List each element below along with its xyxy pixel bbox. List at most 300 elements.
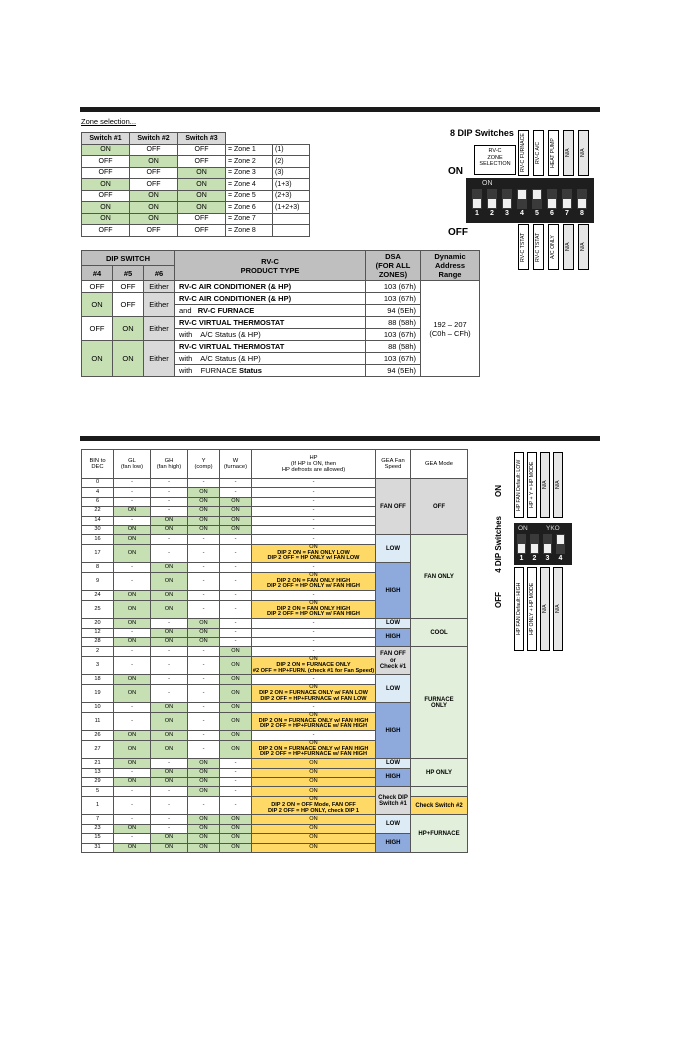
- hp-cell: [252, 591, 376, 600]
- hp-cell: [252, 703, 376, 712]
- hp-line: -: [312, 498, 315, 505]
- signal-w: -: [220, 768, 252, 777]
- bin-value: 24: [82, 591, 114, 600]
- signal-w: ON: [220, 703, 252, 712]
- dip-value: Either: [144, 281, 175, 293]
- zone-name: = Zone 7: [226, 213, 273, 225]
- bin-row: [82, 535, 468, 544]
- bin-value: 15: [82, 834, 114, 843]
- switch-label: HP FAN Default: LOW: [514, 452, 524, 518]
- bin-value: 22: [82, 507, 114, 516]
- zone-switch-cell: ON: [178, 179, 226, 191]
- signal-w: -: [220, 787, 252, 796]
- switch-number: 3: [545, 555, 550, 562]
- switch-label: HP FAN Default: HIGH: [514, 567, 524, 651]
- signal-w: -: [220, 535, 252, 544]
- four-dip-ok-marker: YKO: [546, 525, 560, 532]
- gea-mode: OFF: [411, 479, 468, 535]
- signal-y: -: [188, 731, 220, 740]
- signal-gh: -: [151, 479, 188, 488]
- signal-y: ON: [188, 497, 220, 506]
- switch-number: 1: [519, 555, 524, 562]
- four-dip-off-label: OFF: [494, 592, 503, 608]
- hp-line: #2 OFF = HP+FURN. (check #1 for Fan Speed): [252, 667, 375, 674]
- signal-y: -: [188, 535, 220, 544]
- switch-toggle: [557, 535, 564, 544]
- product-prefix: and: [179, 306, 198, 315]
- hp-cell: [252, 768, 376, 777]
- hp-line: -: [312, 731, 315, 738]
- fan-speed: LOW: [376, 759, 411, 768]
- zone-switch-cell: OFF: [82, 167, 130, 179]
- product-row: [82, 341, 480, 353]
- zone-selection-table: [81, 132, 310, 237]
- zone-switch-cell: ON: [82, 213, 130, 225]
- signal-y: ON: [188, 516, 220, 525]
- zone-name: = Zone 3: [226, 167, 273, 179]
- switch-toggle: [548, 199, 556, 208]
- hp-line: DIP 2 ON = FAN ONLY HIGH: [276, 605, 351, 612]
- signal-gl: -: [114, 787, 151, 796]
- gea-mode: FURNACE ONLY: [411, 647, 468, 759]
- hp-cell: [252, 628, 376, 637]
- hp-cell: [252, 488, 376, 497]
- switch-number: 6: [550, 210, 554, 217]
- switch-toggle: [578, 199, 586, 208]
- dip-5-header: #5: [113, 266, 144, 281]
- signal-y: ON: [188, 488, 220, 497]
- bin-value: 27: [82, 740, 114, 759]
- bin-row: [82, 479, 468, 488]
- middle-divider: [80, 436, 600, 441]
- signal-w: ON: [220, 675, 252, 684]
- signal-y: -: [188, 796, 220, 815]
- hp-line: -: [312, 675, 315, 682]
- signal-gl: -: [114, 479, 151, 488]
- bin-value: 31: [82, 843, 114, 852]
- hp-line: ON: [309, 825, 318, 832]
- zone-switch-cell: ON: [130, 156, 178, 168]
- dsa-value: 103 (67h): [366, 281, 421, 293]
- zone-name: = Zone 6: [226, 202, 273, 214]
- signal-w: -: [220, 572, 252, 591]
- switch-toggle: [544, 544, 551, 553]
- zone-name: = Zone 8: [226, 225, 273, 237]
- signal-gh: -: [151, 488, 188, 497]
- bin-value: 19: [82, 684, 114, 703]
- hp-cell: [252, 815, 376, 824]
- fan-speed: HIGH: [376, 703, 411, 759]
- bin-value: 5: [82, 787, 114, 796]
- fan-speed: HIGH: [376, 834, 411, 853]
- hp-cell: [252, 796, 376, 815]
- bin-value: 16: [82, 535, 114, 544]
- eight-dip-off-label: OFF: [448, 227, 468, 238]
- signal-gl: -: [114, 712, 151, 731]
- signal-gh: -: [151, 535, 188, 544]
- signal-w: ON: [220, 507, 252, 516]
- signal-y: -: [188, 647, 220, 656]
- zone-switch-cell: ON: [178, 190, 226, 202]
- fan-speed: LOW: [376, 815, 411, 834]
- signal-y: -: [188, 591, 220, 600]
- signal-y: ON: [188, 525, 220, 534]
- signal-gh: ON: [151, 600, 188, 619]
- bin-value: 8: [82, 563, 114, 572]
- switch-label: RV-C TSTAT: [518, 224, 529, 270]
- switch-key: [487, 189, 497, 209]
- signal-gl: ON: [114, 600, 151, 619]
- signal-gh: ON: [151, 572, 188, 591]
- dip-4-header: #4: [82, 266, 113, 281]
- signal-gl: ON: [114, 525, 151, 534]
- switch-number: 1: [475, 210, 479, 217]
- product-name: Status: [239, 366, 262, 375]
- zone-name: = Zone 4: [226, 179, 273, 191]
- product-type: [175, 305, 366, 317]
- signal-gl: -: [114, 815, 151, 824]
- signal-w: -: [220, 619, 252, 628]
- product-type-table: [81, 250, 480, 377]
- hp-line: ON: [309, 834, 318, 841]
- zone-selection-label: RV-C ZONE SELECTION: [474, 145, 516, 175]
- fan-speed: LOW: [376, 619, 411, 628]
- fan-speed: Check DIP Switch #1: [376, 787, 411, 815]
- signal-gl: ON: [114, 778, 151, 787]
- dip-value: OFF: [113, 293, 144, 317]
- bin-row: [82, 647, 468, 656]
- bin-row: [82, 563, 468, 572]
- dip-switch-header: DIP SWITCH: [82, 251, 175, 266]
- signal-y: ON: [188, 815, 220, 824]
- fan-speed: LOW: [376, 535, 411, 563]
- switch-key: [547, 189, 557, 209]
- hp-cell: [252, 619, 376, 628]
- hp-line: -: [312, 563, 315, 570]
- product-prefix: with A/C Status (& HP): [179, 354, 261, 363]
- signal-gh: -: [151, 675, 188, 684]
- signal-gh: -: [151, 647, 188, 656]
- fan-speed: HIGH: [376, 768, 411, 787]
- gea-mode-header: GEA Mode: [411, 450, 468, 479]
- bin-value: 25: [82, 600, 114, 619]
- signal-gh: ON: [151, 712, 188, 731]
- zone-note: (1+2+3): [273, 202, 310, 214]
- signal-y: -: [188, 563, 220, 572]
- zone-row: [82, 167, 310, 179]
- signal-w: ON: [220, 815, 252, 824]
- fan-speed: HIGH: [376, 628, 411, 647]
- switch-label: N/A: [578, 130, 589, 176]
- zone-row: [82, 144, 310, 156]
- signal-gl: ON: [114, 675, 151, 684]
- zone-row: [82, 156, 310, 168]
- gea-mode: COOL: [411, 619, 468, 647]
- zone-switch-cell: ON: [82, 144, 130, 156]
- signal-w: ON: [220, 525, 252, 534]
- signal-y: -: [188, 703, 220, 712]
- hp-line: DIP 2 OFF = HP+FURNACE w/ FAN HIGH: [259, 751, 368, 758]
- fan-speed-header: GEA Fan Speed: [376, 450, 411, 479]
- hp-cell: [252, 544, 376, 563]
- bin-value: 28: [82, 638, 114, 647]
- thermostat-bin-table: [81, 449, 468, 853]
- signal-w: ON: [220, 516, 252, 525]
- bin-row: [82, 759, 468, 768]
- product-type: [175, 281, 366, 293]
- switch-toggle: [531, 544, 538, 553]
- zone-switch-cell: ON: [130, 213, 178, 225]
- zone-switch-cell: OFF: [178, 144, 226, 156]
- dip-value: ON: [113, 317, 144, 341]
- address-range: 192 – 207 (C0h – CFh): [421, 281, 480, 377]
- four-dip-title: 4 DIP Switches: [494, 516, 503, 573]
- switch-label: A/C ONLY: [548, 224, 559, 270]
- hp-line: ON: [309, 843, 318, 850]
- signal-y: -: [188, 684, 220, 703]
- switch-key: [556, 534, 565, 554]
- gea-mode: HP+FURNACE: [411, 815, 468, 853]
- hp-cell: [252, 572, 376, 591]
- switch-number: 2: [532, 555, 537, 562]
- signal-w: -: [220, 591, 252, 600]
- signal-gl: -: [114, 572, 151, 591]
- bin-value: 0: [82, 479, 114, 488]
- signal-gl: -: [114, 768, 151, 777]
- signal-gh: -: [151, 824, 188, 833]
- zone-note: [273, 213, 310, 225]
- signal-gl: -: [114, 516, 151, 525]
- switch-label: HEAT PUMP: [548, 130, 559, 176]
- signal-y: -: [188, 479, 220, 488]
- signal-gh: ON: [151, 628, 188, 637]
- hp-line: -: [312, 647, 315, 654]
- signal-gl: ON: [114, 544, 151, 563]
- bin-value: 13: [82, 768, 114, 777]
- hp-cell: [252, 731, 376, 740]
- hp-cell: [252, 516, 376, 525]
- signal-w: -: [220, 600, 252, 619]
- product-type: [175, 293, 366, 305]
- rvc-product-type-header: RV-C PRODUCT TYPE: [175, 251, 366, 281]
- switch-label: RV-C FURNACE: [518, 130, 529, 176]
- signal-gh: -: [151, 759, 188, 768]
- signal-y: ON: [188, 824, 220, 833]
- bin-row: [82, 628, 468, 637]
- zone-switch-cell: OFF: [82, 156, 130, 168]
- signal-gh: ON: [151, 843, 188, 852]
- signal-gh: -: [151, 787, 188, 796]
- signal-gl: -: [114, 796, 151, 815]
- fan-speed: HIGH: [376, 563, 411, 619]
- dsa-value: 103 (67h): [366, 293, 421, 305]
- switch-toggle: [563, 199, 571, 208]
- signal-w: ON: [220, 843, 252, 852]
- signal-gl: ON: [114, 638, 151, 647]
- product-type: [175, 329, 366, 341]
- product-row: [82, 317, 480, 329]
- product-type: [175, 365, 366, 377]
- hp-line: DIP 2 ON = FAN ONLY HIGH: [276, 577, 351, 584]
- four-dip-body: [514, 523, 572, 565]
- hp-line: ON: [309, 768, 318, 775]
- zone-switch-cell: ON: [178, 167, 226, 179]
- bin-value: 9: [82, 572, 114, 591]
- signal-w: -: [220, 544, 252, 563]
- bin-row: [82, 796, 468, 815]
- zone-note: (3): [273, 167, 310, 179]
- hp-cell: [252, 684, 376, 703]
- hp-line: -: [312, 535, 315, 542]
- signal-gh: -: [151, 684, 188, 703]
- zone-switch-cell: ON: [82, 179, 130, 191]
- signal-y: ON: [188, 778, 220, 787]
- switch-key: [532, 189, 542, 209]
- bin-value: 2: [82, 647, 114, 656]
- switch-number: 7: [565, 210, 569, 217]
- switch-key: [543, 534, 552, 554]
- product-type: [175, 341, 366, 353]
- fan-speed: LOW: [376, 675, 411, 703]
- switch-1-header: Switch #1: [82, 133, 130, 145]
- dsa-value: 94 (5Eh): [366, 365, 421, 377]
- signal-gh: ON: [151, 516, 188, 525]
- hp-line: ON: [309, 683, 318, 690]
- zone-note: (2): [273, 156, 310, 168]
- signal-gh: -: [151, 544, 188, 563]
- switch-key: [472, 189, 482, 209]
- signal-w: -: [220, 796, 252, 815]
- signal-gh: ON: [151, 731, 188, 740]
- bin-value: 20: [82, 619, 114, 628]
- signal-y: ON: [188, 638, 220, 647]
- signal-gh: ON: [151, 740, 188, 759]
- zone-name: = Zone 1: [226, 144, 273, 156]
- hp-line: DIP 2 OFF = HP ONLY w/ FAN HIGH: [267, 611, 360, 618]
- hp-cell: [252, 675, 376, 684]
- bin-value: 23: [82, 824, 114, 833]
- hp-line: ON: [309, 815, 318, 822]
- hp-cell: [252, 824, 376, 833]
- dip-value: OFF: [82, 281, 113, 293]
- bin-row: [82, 703, 468, 712]
- product-name: RV-C FURNACE: [197, 306, 255, 315]
- product-type: [175, 317, 366, 329]
- signal-w: -: [220, 488, 252, 497]
- bin-value: 11: [82, 712, 114, 731]
- bin-value: 21: [82, 759, 114, 768]
- four-dip-on-marker: ON: [518, 525, 528, 532]
- hp-cell: [252, 535, 376, 544]
- switch-label: N/A: [540, 567, 550, 651]
- zone-note: [273, 225, 310, 237]
- switch-label: N/A: [553, 567, 563, 651]
- hp-line: DIP 2 ON = FURNACE ONLY w/ FAN HIGH: [258, 717, 369, 724]
- hp-cell: [252, 497, 376, 506]
- zone-row: [82, 202, 310, 214]
- y-header: Y (comp): [188, 450, 220, 479]
- dsa-value: 103 (67h): [366, 329, 421, 341]
- switch-key: [562, 189, 572, 209]
- switch-key: [577, 189, 587, 209]
- hp-line: DIP 2 ON = FURNACE ONLY w/ FAN LOW: [259, 689, 368, 696]
- switch-toggle: [518, 190, 526, 199]
- signal-w: ON: [220, 740, 252, 759]
- hp-line: DIP 2 ON = FURNACE ONLY w/ FAN HIGH: [258, 745, 369, 752]
- switch-toggle: [518, 544, 525, 553]
- dip-value: OFF: [82, 317, 113, 341]
- signal-w: ON: [220, 834, 252, 843]
- signal-y: -: [188, 740, 220, 759]
- switch-key: [530, 534, 539, 554]
- top-divider: [80, 107, 600, 112]
- hp-cell: [252, 638, 376, 647]
- signal-gh: ON: [151, 638, 188, 647]
- signal-gl: -: [114, 497, 151, 506]
- signal-gh: ON: [151, 778, 188, 787]
- hp-cell: [252, 778, 376, 787]
- hp-line: DIP 2 OFF = HP ONLY w/ FAN HIGH: [267, 583, 360, 590]
- signal-gh: ON: [151, 563, 188, 572]
- switch-label: RV-C TSTAT: [533, 224, 544, 270]
- signal-w: -: [220, 479, 252, 488]
- signal-w: -: [220, 778, 252, 787]
- dip-value: Either: [144, 317, 175, 341]
- hp-cell: [252, 787, 376, 796]
- dsa-value: 103 (67h): [366, 353, 421, 365]
- signal-gh: -: [151, 796, 188, 815]
- zone-switch-cell: OFF: [82, 190, 130, 202]
- switch-toggle: [488, 199, 496, 208]
- gh-header: GH (fan high): [151, 450, 188, 479]
- hp-cell: [252, 479, 376, 488]
- product-row: [82, 293, 480, 305]
- zone-row: [82, 213, 310, 225]
- hp-cell: [252, 834, 376, 843]
- zone-header-blank: [226, 133, 273, 145]
- zone-switch-cell: ON: [178, 202, 226, 214]
- signal-gl: ON: [114, 591, 151, 600]
- hp-line: -: [312, 507, 315, 514]
- fan-speed: FAN OFF: [376, 479, 411, 535]
- bin-row: [82, 787, 468, 796]
- gea-mode: [411, 787, 468, 796]
- product-row: [82, 281, 480, 293]
- hp-line: ON: [309, 711, 318, 718]
- signal-gl: ON: [114, 843, 151, 852]
- switch-toggle: [473, 199, 481, 208]
- signal-y: ON: [188, 834, 220, 843]
- dip-value: Either: [144, 341, 175, 377]
- hp-cell: [252, 563, 376, 572]
- signal-gl: -: [114, 628, 151, 637]
- hp-line: DIP 2 OFF = HP+FURNACE w/ FAN HIGH: [259, 723, 368, 730]
- signal-gl: ON: [114, 740, 151, 759]
- hp-line: -: [312, 526, 315, 533]
- signal-gl: -: [114, 703, 151, 712]
- hp-cell: [252, 525, 376, 534]
- bin-value: 4: [82, 488, 114, 497]
- gea-mode: FAN ONLY: [411, 535, 468, 619]
- hp-header: HP (If HP is ON, then HP defrosts are allowed): [252, 450, 376, 479]
- hp-line: DIP 2 OFF = HP ONLY w/ FAN LOW: [267, 555, 360, 562]
- signal-gh: ON: [151, 834, 188, 843]
- signal-y: ON: [188, 507, 220, 516]
- eight-dip-switch-diagram: [448, 125, 598, 275]
- hp-line: -: [312, 488, 315, 495]
- switch-key: [517, 189, 527, 209]
- signal-gh: ON: [151, 591, 188, 600]
